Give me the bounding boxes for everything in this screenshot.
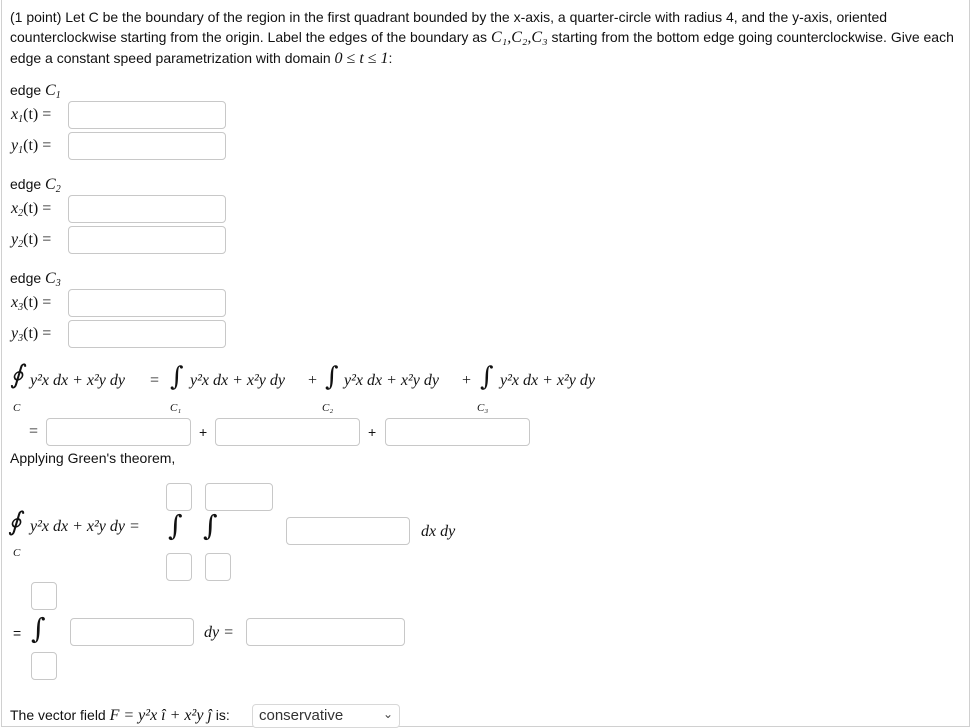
x1-sub: 1 <box>18 114 24 125</box>
y3-var: y <box>11 325 19 342</box>
vector-field-text-b: is: <box>211 707 230 723</box>
problem-text-c: : <box>388 50 393 66</box>
integral-c1-symbol: ∫ <box>170 362 184 392</box>
y1-input[interactable] <box>68 132 226 160</box>
problem-text-b: starting from the bottom edge going counterclockwise. Give each edge a constant speed parametrization with domain <box>10 29 954 66</box>
subscript-c3: C₃ <box>477 402 489 414</box>
y1-sub: 1 <box>18 145 24 156</box>
x3-label <box>11 294 51 313</box>
subscript-c1: C₁ <box>170 402 182 414</box>
y2-sub: 2 <box>18 239 24 250</box>
final-integrand-input[interactable] <box>70 618 194 646</box>
vector-field-type-select[interactable] <box>252 704 400 728</box>
plus-sign-2: + <box>462 372 472 389</box>
sum-plus-2: + <box>368 424 377 440</box>
problem-edges-math: C₁,C₂,C₃ <box>490 29 548 46</box>
c3-integral-input[interactable] <box>385 418 530 446</box>
edge-c3-sub: 3 <box>55 278 61 289</box>
equals-sign: = <box>150 372 160 389</box>
final-equals: = <box>13 625 22 641</box>
vector-field-statement <box>10 707 230 725</box>
edge-c3-symbol: C <box>45 270 56 287</box>
y3-arg: (t) = <box>23 325 52 342</box>
x3-var: x <box>11 294 19 311</box>
y3-sub: 3 <box>18 333 24 344</box>
y2-var: y <box>11 231 19 248</box>
edge-c1-word: edge <box>10 82 42 98</box>
greens-heading: Applying Green's theorem, <box>10 450 176 466</box>
subscript-c2: C₂ <box>322 402 334 414</box>
integral-c2-symbol: ∫ <box>325 362 339 392</box>
problem-domain-math: 0 ≤ t ≤ 1 <box>334 50 389 67</box>
final-lower-limit-input[interactable] <box>31 652 57 680</box>
c1-integral-input[interactable] <box>46 418 191 446</box>
lhs-integrand: y²x dx + x²y dy <box>30 372 125 389</box>
x2-arg: (t) = <box>23 200 52 217</box>
plus-sign-1: + <box>308 372 318 389</box>
integrand-c2: y²x dx + x²y dy <box>344 372 439 389</box>
y1-var: y <box>11 137 19 154</box>
vector-field-formula: F = y²x î + x²y ĵ <box>109 707 212 724</box>
y1-arg: (t) = <box>23 137 52 154</box>
edge-c3-title <box>10 270 61 289</box>
x2-label <box>11 200 51 219</box>
inner-upper-limit-input[interactable] <box>205 483 273 511</box>
contour-integral-symbol: ∮ <box>10 360 24 390</box>
problem-statement <box>10 7 955 69</box>
x3-sub: 3 <box>18 302 24 313</box>
dy-equals-label: dy = <box>204 624 234 641</box>
edge-c2-symbol: C <box>45 176 56 193</box>
edge-c1-symbol: C <box>45 82 56 99</box>
x1-arg: (t) = <box>23 106 52 123</box>
greens-contour-integral-symbol: ∮ <box>8 507 22 537</box>
vector-field-selected-value: conservative <box>259 707 344 724</box>
x1-input[interactable] <box>68 101 226 129</box>
greens-lhs: y²x dx + x²y dy = <box>30 518 140 535</box>
lhs-subscript-c: C <box>13 402 21 414</box>
x2-input[interactable] <box>68 195 226 223</box>
edge-c2-word: edge <box>10 176 42 192</box>
greens-integrand-input[interactable] <box>286 517 410 545</box>
x3-input[interactable] <box>68 289 226 317</box>
x2-var: x <box>11 200 19 217</box>
x2-sub: 2 <box>18 208 24 219</box>
y1-label <box>11 137 51 156</box>
greens-inner-integral-symbol: ∫ <box>203 509 218 542</box>
edge-c2-title <box>10 176 61 195</box>
edge-c1-title <box>10 82 61 101</box>
integrand-c3: y²x dx + x²y dy <box>500 372 595 389</box>
greens-outer-integral-symbol: ∫ <box>168 509 183 542</box>
edge-c2-sub: 2 <box>55 184 61 195</box>
x1-var: x <box>11 106 19 123</box>
final-result-input[interactable] <box>246 618 405 646</box>
c2-integral-input[interactable] <box>215 418 360 446</box>
chevron-down-icon: ⌄ <box>382 707 393 721</box>
vector-field-text-a: The vector field <box>10 707 110 723</box>
outer-upper-limit-input[interactable] <box>166 483 192 511</box>
y3-label <box>11 325 51 344</box>
x3-arg: (t) = <box>23 294 52 311</box>
y3-input[interactable] <box>68 320 226 348</box>
outer-lower-limit-input[interactable] <box>166 553 192 581</box>
y2-arg: (t) = <box>23 231 52 248</box>
integral-c3-symbol: ∫ <box>480 362 494 392</box>
final-integral-symbol: ∫ <box>31 612 46 645</box>
sum-equals: = <box>29 423 39 440</box>
integrand-c1: y²x dx + x²y dy <box>190 372 285 389</box>
final-upper-limit-input[interactable] <box>31 582 57 610</box>
problem-text-a: (1 point) Let C be the boundary of the region in the first quadrant bounded by the x-axis, a quarter-circle with radius 4, and the y-axis, oriented counterclockwise starting from the origin. Label the edges of the boundary as <box>10 9 888 45</box>
y2-input[interactable] <box>68 226 226 254</box>
inner-lower-limit-input[interactable] <box>205 553 231 581</box>
greens-subscript-c: C <box>13 547 21 559</box>
line-integral-equation <box>10 360 650 418</box>
edge-c3-word: edge <box>10 270 42 286</box>
sum-plus-1: + <box>199 424 208 440</box>
edge-c1-sub: 1 <box>55 90 61 101</box>
x1-label <box>11 106 51 125</box>
y2-label <box>11 231 51 250</box>
dx-dy-label: dx dy <box>421 523 456 540</box>
